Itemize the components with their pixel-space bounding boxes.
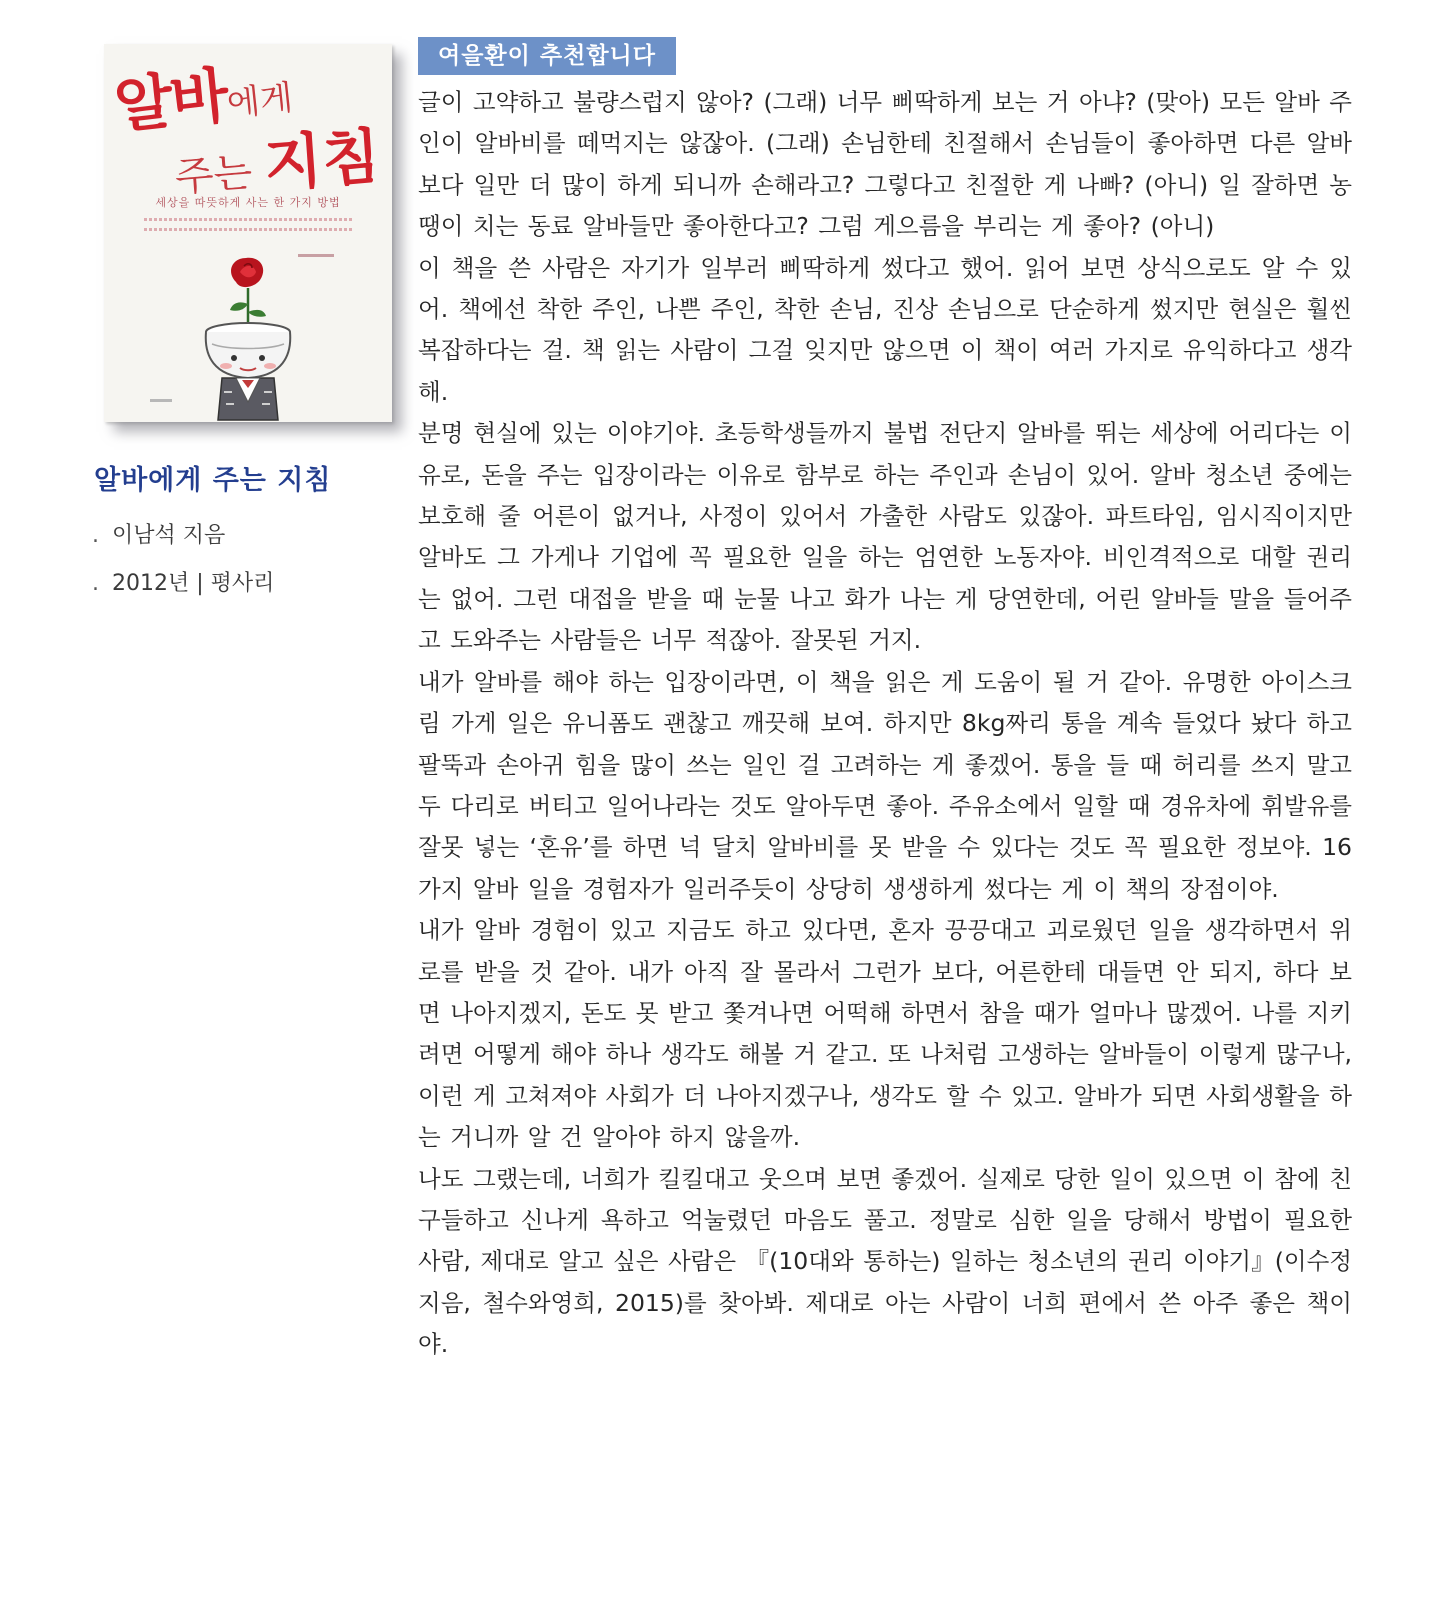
review-body bbox=[418, 82, 1352, 1366]
recommendation-tag: 여을환이 추천합니다 bbox=[418, 37, 676, 75]
book-cover bbox=[104, 44, 392, 422]
cover-blurb-lines bbox=[144, 218, 354, 238]
review-paragraph: 내가 알바를 해야 하는 입장이라면, 이 책을 읽은 게 도움이 될 거 같아. 유명한 아이스크림 가게 일은 유니폼도 괜찮고 깨끗해 보여. 하지만 8kg짜리 통을 계속 들었다 놨다 하고 팔뚝과 손아귀 힘을 많이 쓰는 일인 걸 고려하는 게 좋겠어. 통을 들 때 허리를 쓰지 말고 두 다리로 버티고 일어나라는 것도 알아두면 좋아. 주유소에서 일할 때 경유차에 휘발유를 잘못 넣는 ‘혼유’를 하면 넉 달치 알바비를 못 받을 수 있다는 것도 꼭 필요한 정보야. 16가지 알바 일을 경험자가 일러주듯이 상당히 생생하게 썼다는 게 이 책의 장점이야. bbox=[418, 667, 1352, 903]
cover-title-big: 알바 bbox=[111, 60, 230, 143]
review-paragraph: 분명 현실에 있는 이야기야. 초등학생들까지 불법 전단지 알바를 뛰는 세상에 어리다는 이유로, 돈을 주는 입장이라는 이유로 함부로 하는 주인과 손님이 있어. 알바 청소년 중에는 보호해 줄 어른이 없거나, 사정이 있어서 가출한 사람도 있잖아. 파트타임, 임시직이지만 알바도 그 가게나 기업에 꼭 필요한 일을 하는 엄연한 노동자야. 비인격적으로 대할 권리는 없어. 그런 대접을 받을 때 눈물 나고 화가 나는 게 당연한데, 어린 알바들 말을 들어주고 도와주는 사람들은 너무 적잖아. 잘못된 거지. bbox=[418, 419, 1352, 655]
review-paragraph: 나도 그랬는데, 너희가 킬킬대고 웃으며 보면 좋겠어. 실제로 당한 일이 있으면 이 참에 친구들하고 신나게 욕하고 억눌렸던 마음도 풀고. 정말로 심한 일을 당해서 방법이 필요한 사람, 제대로 알고 싶은 사람은 『(10대와 통하는) 일하는 청소년의 권리 이야기』(이수정 지음, 철수와영희, 2015)를 찾아봐. 제대로 아는 사람이 너희 편에서 쓴 아주 좋은 책이야. bbox=[418, 1164, 1352, 1359]
review-paragraph: 글이 고약하고 불량스럽지 않아? (그래) 너무 삐딱하게 보는 거 아냐? (맞아) 모든 알바 주인이 알바비를 떼먹지는 않잖아. (그래) 손님한테 친절해서 손님들이 좋아하면 다른 알바보다 일만 더 많이 하게 되니까 손해라고? 그렇다고 친절한 게 나빠? (아니) 일 잘하면 농땡이 치는 동료 알바들만 좋아한다고? 그럼 게으름을 부리는 게 좋아? (아니) bbox=[418, 88, 1352, 241]
book-publication bbox=[92, 566, 274, 597]
bullet: . bbox=[92, 523, 99, 548]
review-paragraph: 내가 알바 경험이 있고 지금도 하고 있다면, 혼자 끙끙대고 괴로웠던 일을 생각하면서 위로를 받을 것 같아. 내가 아직 잘 몰라서 그런가 보다, 어른한테 대들면 안 되지, 하다 보면 나아지겠지, 돈도 못 받고 쫓겨나면 어떡해 하면서 참을 때가 얼마나 많겠어. 나를 지키려면 어떻게 해야 하나 생각도 해볼 거 같고. 또 나처럼 고생하는 알바들이 이렇게 많구나, 이런 게 고쳐져야 사회가 더 나아지겠구나, 생각도 할 수 있고. 알바가 되면 사회생활을 하는 거니까 알 건 알아야 하지 않을까. bbox=[418, 916, 1352, 1152]
cover-subtitle: 세상을 따뜻하게 사는 한 가지 방법 bbox=[155, 196, 341, 209]
rose-character-illustration bbox=[188, 252, 308, 422]
publication-text: 2012년 | 평사리 bbox=[112, 571, 275, 596]
bullet: . bbox=[92, 571, 99, 596]
cover-publisher-mark bbox=[150, 399, 172, 402]
cover-title-small: 에게 bbox=[225, 77, 295, 125]
author-text: 이남석 지음 bbox=[112, 523, 226, 548]
book-author bbox=[92, 518, 225, 549]
cover-title-big-2: 지침 bbox=[261, 121, 383, 200]
cover-title-small-2: 주는 bbox=[173, 148, 267, 202]
book-title: 알바에게 주는 지침 bbox=[94, 465, 332, 496]
review-paragraph: 이 책을 쓴 사람은 자기가 일부러 삐딱하게 썼다고 했어. 읽어 보면 상식으로도 알 수 있어. 책에선 착한 주인, 나쁜 주인, 착한 손님, 진상 손님으로 단순하게 썼지만 현실은 훨씬 복잡하다는 걸. 책 읽는 사람이 그걸 잊지만 않으면 이 책이 여러 가지로 유익하다고 생각해. bbox=[418, 253, 1352, 406]
